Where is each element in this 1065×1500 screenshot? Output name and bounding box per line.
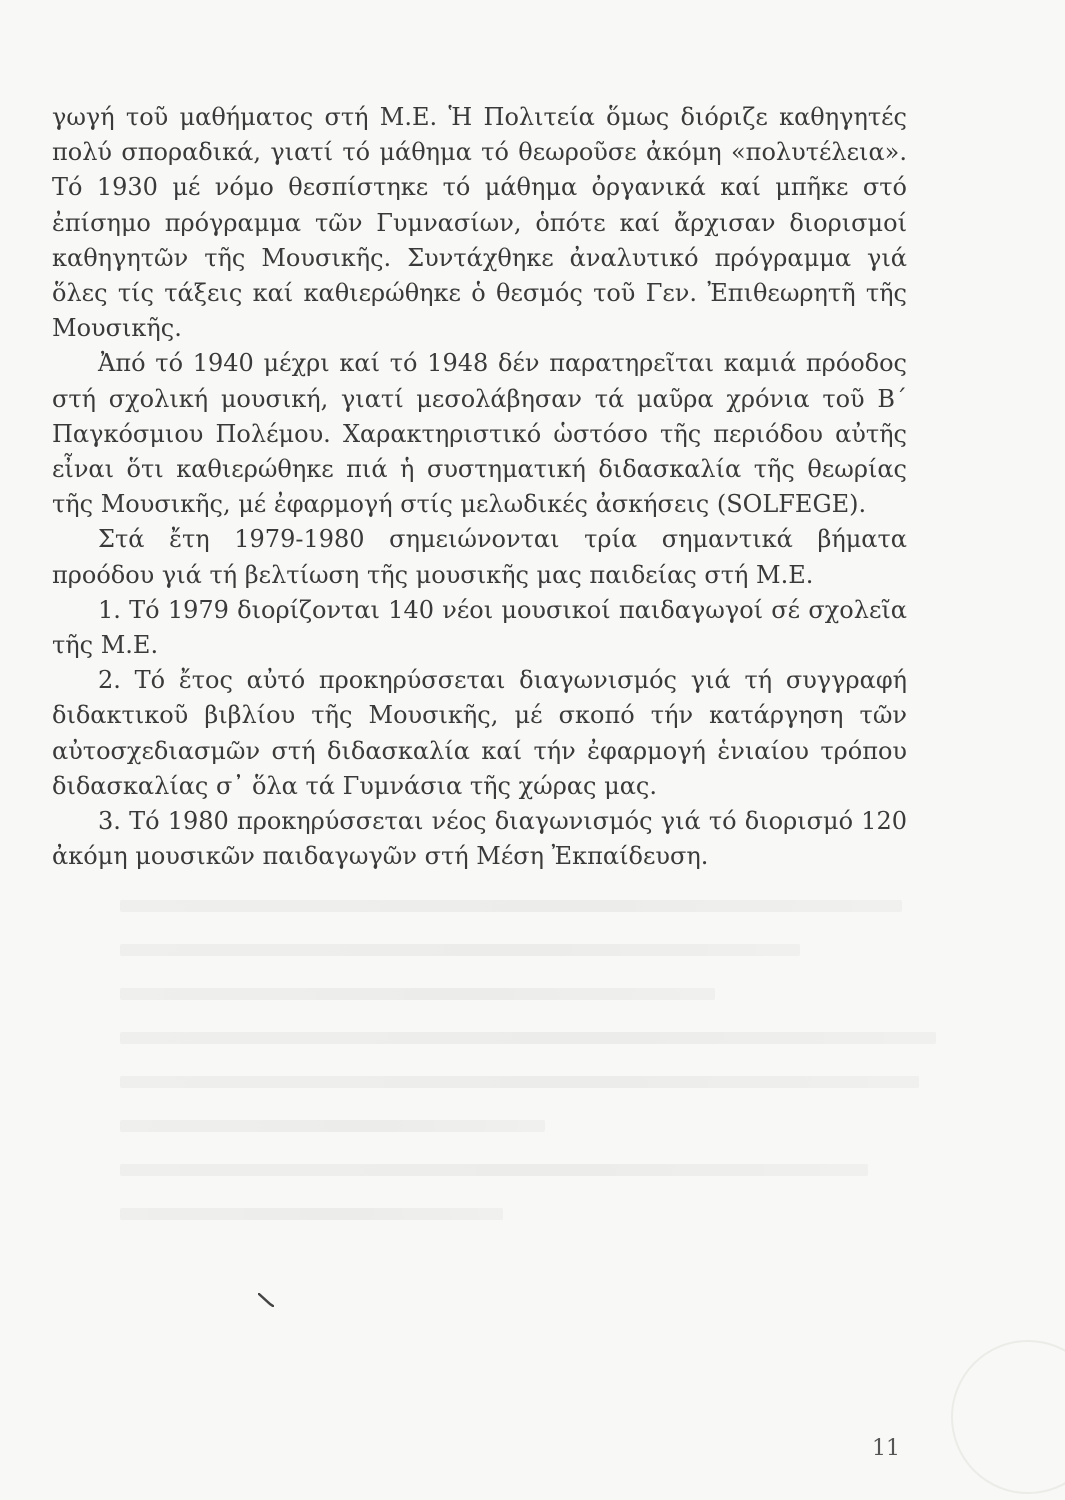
stamp-shadow [951,1340,1065,1494]
bleed-through-lines [120,900,970,1252]
paragraph-5: 2. Τό ἔτος αὐτό προκηρύσσεται διαγωνισμός γιά τή συγγραφή διδακτικοῦ βιβλίου τῆς Μουσικῆς, μέ σκοπό τήν κατάργηση τῶν αὐτοσχεδιασμῶν στή διδασκαλία καί τήν ἐφαρμογή ἑνιαίου τρόπου διδασκαλίας σ᾽ ὅλα τά Γυμνάσια τῆς χώρας μας. [52,666,907,800]
body-text [52,100,907,874]
paragraph-4: 1. Τό 1979 διορίζονται 140 νέοι μουσικοί παιδαγωγοί σέ σχολεῖα τῆς Μ.Ε. [52,595,907,660]
paragraph-3: Στά ἔτη 1979-1980 σημειώνονται τρία σημαντικά βήματα προόδου γιά τή βελτίωση τῆς μουσικῆς μας παιδείας στή Μ.Ε. [52,525,907,589]
page-number: 11 [872,1436,900,1461]
ink-mark-icon [258,1293,274,1307]
paragraph-6: 3. Τό 1980 προκηρύσσεται νέος διαγωνισμός γιά τό διορισμό 120 ἀκόμη μουσικῶν παιδαγωγῶν στή Μέση Ἐκπαίδευση. [52,807,907,871]
paragraph-2: Ἀπό τό 1940 μέχρι καί τό 1948 δέν παρατηρεῖται καμιά πρόοδος στή σχολική μουσική, γιατί μεσολάβησαν τά μαῦρα χρόνια τοῦ Β΄ Παγκόσμιου Πολέμου. Χαρακτηριστικό ὡστόσο τῆς περιόδου αὐτῆς εἶναι ὅτι καθιερώθηκε πιά ἡ συστηματική διδασκαλία τῆς θεωρίας τῆς Μουσικῆς, μέ ἐφαρμογή στίς μελωδικές ἀσκήσεις (SOLFEGE). [52,349,907,519]
paragraph-1: γωγή τοῦ μαθήματος στή Μ.Ε. Ἡ Πολιτεία ὅμως διόριζε καθηγητές πολύ σποραδικά, γιατί τό μάθημα τό θεωροῦσε ἀκόμη «πολυτέλεια». Τό 1930 μέ νόμο θεσπίστηκε τό μάθημα ὀργανικά καί μπῆκε στό ἐπίσημο πρόγραμμα τῶν Γυμνασίων, ὁπότε καί ἄρχισαν διορισμοί καθηγητῶν τῆς Μουσικῆς. Συντάχθηκε ἀναλυτικό πρόγραμμα γιά ὅλες τίς τάξεις καί καθιερώθηκε ὁ θεσμός τοῦ Γεν. Ἐπιθεωρητῆ τῆς Μουσικῆς. [52,103,907,343]
